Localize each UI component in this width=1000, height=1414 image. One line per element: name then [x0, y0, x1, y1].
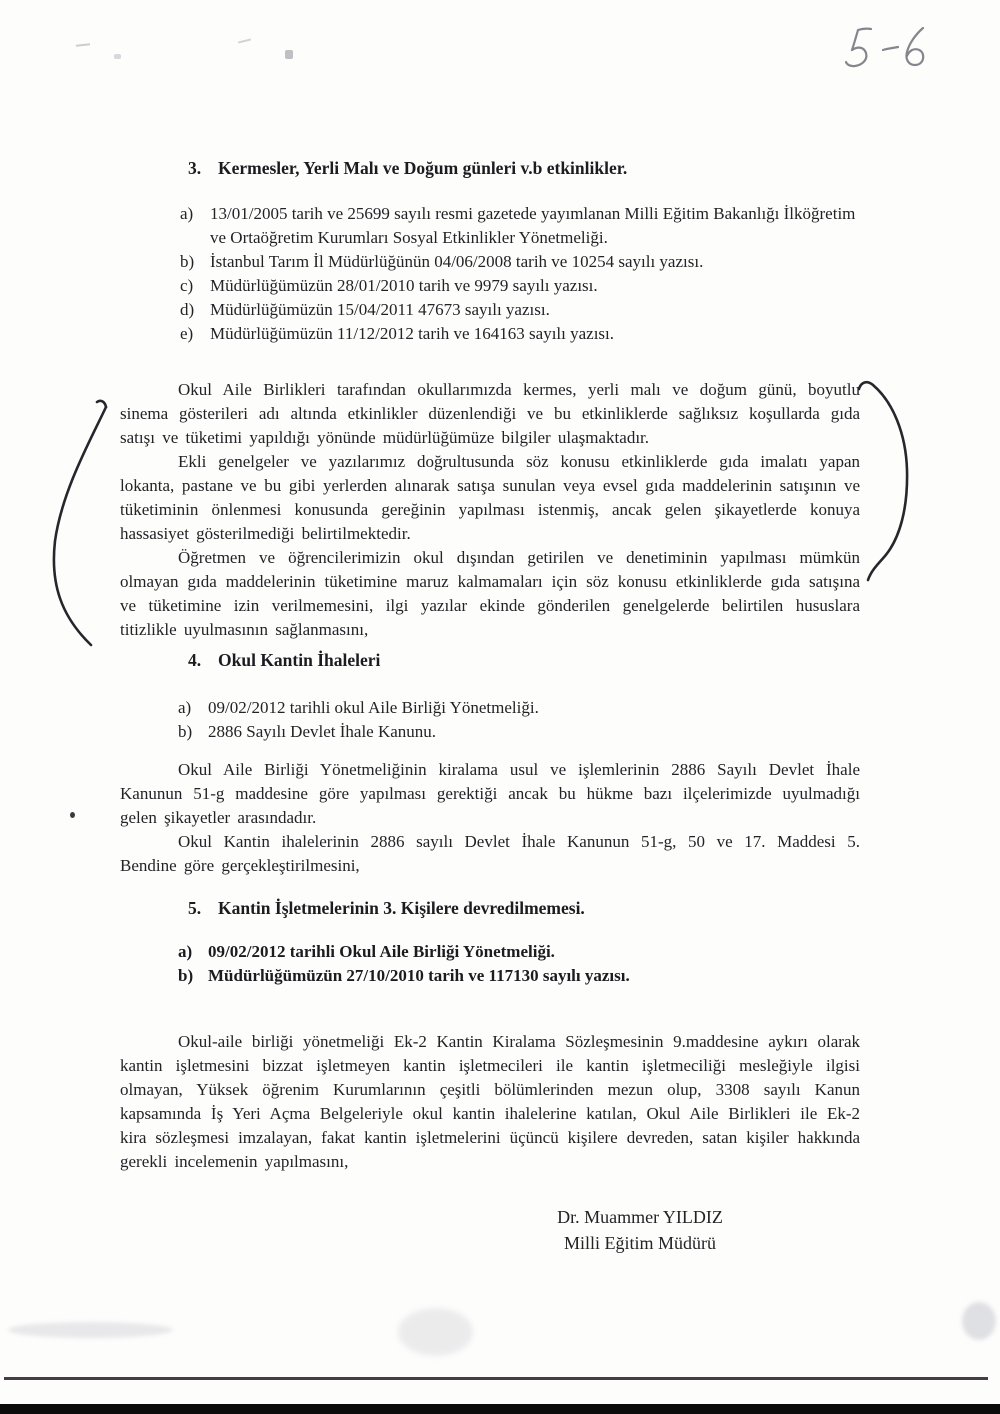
scan-speck — [238, 38, 251, 43]
list-item-label: a) — [178, 698, 192, 717]
scan-smudge — [8, 1322, 173, 1338]
scan-speck — [114, 54, 121, 59]
list-item-text: Müdürlüğümüzün 28/01/2010 tarih ve 9979 sayılı yazısı. — [210, 276, 598, 295]
list-item-label: a) — [180, 204, 194, 223]
section3-heading — [188, 156, 627, 180]
section5-list — [178, 940, 818, 988]
signature-title: Milli Eğitim Müdürü — [563, 1233, 716, 1253]
list-item — [178, 696, 818, 720]
list-item — [180, 202, 862, 250]
scan-artifact-line — [4, 1377, 988, 1380]
scan-smudge — [962, 1302, 996, 1340]
body-paragraph: Ekli genelgeler ve yazılarımız doğrultusunda söz konusu etkinliklerde gıda imalatı yapan lokanta, pastane ve bu gibi yerlerden alınarak satışa sunulan veya evsel gıda maddelerinin satışının ve tüketiminin önlenmesi konusunda gereğinin yapılması istenmiş, ancak gelen şikayetlerde konuya hassasiyet gösterilmediği belirtilmektedir. — [120, 452, 860, 543]
section4-list — [178, 696, 818, 744]
list-item-text: 2886 Sayılı Devlet İhale Kanunu. — [208, 722, 437, 741]
section5-number: 5. — [188, 898, 202, 918]
body-paragraph: Okul-aile birliği yönetmeliği Ek-2 Kantin Kiralama Sözleşmesinin 9.maddesine aykırı olarak kantin işletmesini bizzat işletmeyen kantin işletmecileri ile kantin işletmeciliği mesleğiyle ilgisi olmayan, Yüksek öğrenim Kurumlarının çeşitli bölümlerinden mezun olup, 3308 sayılı Kanun kapsamında İş Yeri Açma Belgeleriyle okul kantin ihalelerine katılan, Okul Aile Birlikleri ile Ek-2 kira sözleşmesi imzalayan, fakat kantin işletmelerini üçüncü kişilere devreden, satan kişiler hakkında gerekli incelemenin yapılmasını, — [120, 1032, 860, 1171]
handwritten-dot — [70, 812, 75, 818]
scan-smudge — [398, 1308, 473, 1356]
section4-heading — [188, 648, 380, 672]
section4-title: Okul Kantin İhaleleri — [218, 650, 381, 670]
list-item — [178, 964, 818, 988]
list-item-label: d) — [180, 300, 195, 319]
body-paragraph: Okul Aile Birlikleri tarafından okullarımızda kermes, yerli malı ve doğum günü, boyutlu sinema gösterileri adı altında etkinlikler düzenlendiği ve bu etkinliklerde sağlıksız koşullarda gıda satışı ve tüketimi yapıldığı yönünde müdürlüğümüze bilgiler ulaşmaktadır. — [120, 380, 860, 447]
scan-black-bar — [0, 1404, 1000, 1414]
section3-title: Kermesler, Yerli Malı ve Doğum günleri v.b etkinlikler. — [218, 158, 628, 178]
handwritten-brace-right — [850, 372, 920, 584]
list-item-text: İstanbul Tarım İl Müdürlüğünün 04/06/2008 tarih ve 10254 sayılı yazısı. — [210, 252, 704, 271]
list-item-text: Müdürlüğümüzün 27/10/2010 tarih ve 117130 sayılı yazısı. — [208, 966, 630, 985]
section3-list — [180, 202, 862, 346]
scan-speck — [76, 43, 90, 46]
signature-block — [480, 1204, 800, 1256]
body-paragraph: Okul Aile Birliği Yönetmeliğinin kiralama usul ve işlemlerinin 2886 Sayılı Devlet İhale Kanunun 51-g maddesine göre yapılması gerektiği ancak bu hükme bazı ilçelerimizde uyulmadığı gelen şikayetler arasındadır. — [120, 760, 860, 827]
handwritten-brace-left — [38, 393, 118, 658]
section5-paragraphs — [120, 1030, 860, 1174]
list-item-text: Müdürlüğümüzün 11/12/2012 tarih ve 164163 sayılı yazısı. — [210, 324, 615, 343]
section4-paragraphs — [120, 758, 860, 878]
list-item-label: a) — [178, 942, 193, 961]
list-item-text: 09/02/2012 tarihli okul Aile Birliği Yönetmeliği. — [208, 698, 539, 717]
list-item-label: b) — [180, 252, 195, 271]
section4-number: 4. — [188, 650, 202, 670]
list-item — [180, 274, 862, 298]
list-item-text: Müdürlüğümüzün 15/04/2011 47673 sayılı yazısı. — [210, 300, 550, 319]
body-paragraph: Okul Kantin ihalelerinin 2886 sayılı Devlet İhale Kanunun 51-g, 50 ve 17. Maddesi 5. Bendine göre gerçekleştirilmesini, — [120, 832, 860, 875]
list-item-label: e) — [180, 324, 194, 343]
list-item-text: 13/01/2005 tarih ve 25699 sayılı resmi gazetede yayımlanan Milli Eğitim Bakanlığı İlköğretim ve Ortaöğretim Kurumları Sosyal Etkinlikler Yönetmeliği. — [210, 204, 856, 247]
section3-paragraphs — [120, 378, 860, 642]
handwritten-page-number — [835, 20, 945, 80]
list-item-label: b) — [178, 722, 193, 741]
list-item — [180, 322, 862, 346]
body-paragraph: Öğretmen ve öğrencilerimizin okul dışından getirilen ve denetiminin yapılması mümkün olmayan gıda maddelerinin tüketimine maruz kalmamaları için söz konusu etkinliklerde gıda satışına ve tüketimine izin verilmemesini, ilgi yazılar ekinde gönderilen genelgelerde belirtilen hususlara titizlikle uyulmasının sağlanmasını, — [120, 548, 860, 639]
list-item — [178, 940, 818, 964]
list-item — [180, 298, 862, 322]
section3-number: 3. — [188, 158, 202, 178]
scan-speck — [285, 50, 293, 59]
list-item-label: c) — [180, 276, 194, 295]
signature-name: Dr. Muammer YILDIZ — [557, 1207, 723, 1227]
list-item — [180, 250, 862, 274]
list-item-label: b) — [178, 966, 194, 985]
section5-title: Kantin İşletmelerinin 3. Kişilere devredilmemesi. — [218, 898, 585, 918]
list-item-text: 09/02/2012 tarihli Okul Aile Birliği Yönetmeliği. — [208, 942, 555, 961]
list-item — [178, 720, 818, 744]
section5-heading — [188, 896, 585, 920]
